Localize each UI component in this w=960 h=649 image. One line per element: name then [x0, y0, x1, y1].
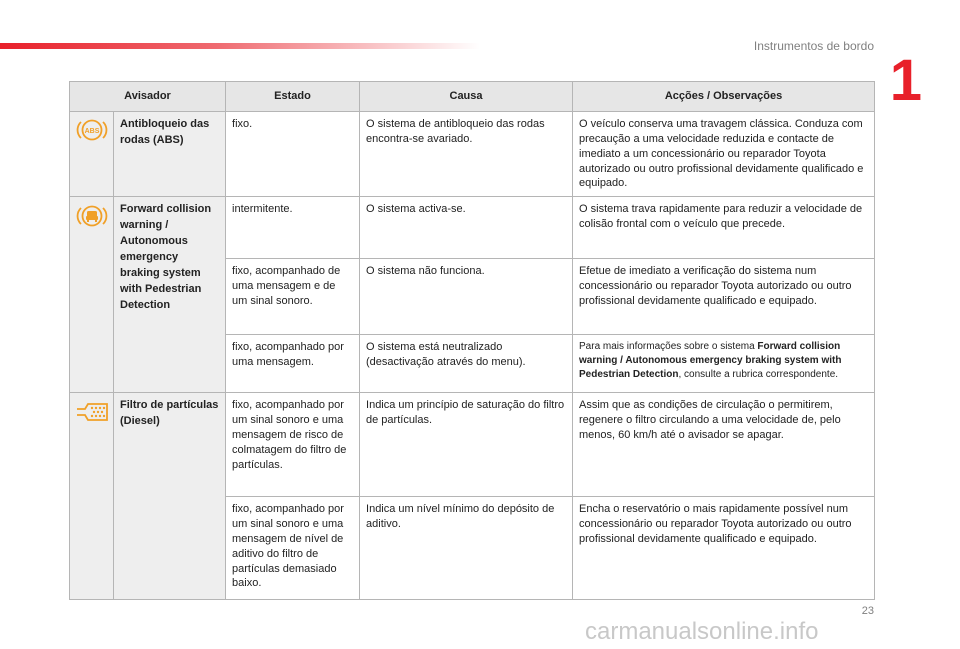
icon-cell [70, 393, 114, 600]
table-row [70, 112, 875, 197]
page-number: 23 [861, 605, 874, 617]
accoes-cell: Efetue de imediato a verificação do sistema num concessionário ou reparador Toyota autorizado ou outro profissional devidamente qualificado e equipado. [573, 259, 875, 335]
accoes-cell: O sistema trava rapidamente para reduzir a velocidade de colisão frontal com o veículo que precede. [573, 197, 875, 259]
accoes-cell: Assim que as condições de circulação o permitirem, regenere o filtro circulando a uma velocidade de, pelo menos, 60 km/h até o avisador se apagar. [573, 393, 875, 497]
causa-cell: O sistema não funciona. [360, 259, 573, 335]
header-causa: Causa [360, 82, 573, 112]
warning-lights-table [69, 81, 875, 600]
causa-cell: Indica um princípio de saturação do filtro de partículas. [360, 393, 573, 497]
causa-cell: O sistema está neutralizado (desactivação através do menu). [360, 335, 573, 393]
svg-text:ABS: ABS [84, 128, 100, 135]
causa-cell: O sistema de antibloqueio das rodas encontra-se avariado. [360, 112, 573, 197]
accoes-cell [573, 335, 875, 393]
warning-name: Forward collision warning / Autonomous emergency braking system with Pedestrian Detection [114, 197, 226, 393]
header-avisador: Avisador [70, 82, 226, 112]
accoes-cell: Encha o reservatório o mais rapidamente possível num concessionário ou reparador Toyota autorizado ou outro profissional devidamente qualificado e equipado. [573, 497, 875, 600]
watermark: carmanualsonline.info [585, 618, 819, 645]
collision-warning-icon [76, 203, 108, 229]
estado-cell: fixo, acompanhado por um sinal sonoro e uma mensagem de risco de colmatagem do filtro de partículas. [226, 393, 360, 497]
icon-cell [70, 197, 114, 393]
estado-cell: intermitente. [226, 197, 360, 259]
warning-name: Filtro de partículas (Diesel) [114, 393, 226, 600]
causa-cell: Indica um nível mínimo do depósito de aditivo. [360, 497, 573, 600]
icon-cell [70, 112, 114, 197]
estado-cell: fixo, acompanhado por um sinal sonoro e uma mensagem de nível de aditivo do filtro de partículas demasiado baixo. [226, 497, 360, 600]
abs-warning-icon [76, 118, 108, 142]
table-row [70, 393, 875, 497]
note-text-end: , consulte a rubrica correspondente. [678, 369, 839, 381]
header-estado: Estado [226, 82, 360, 112]
chapter-number: 1 [889, 48, 922, 113]
header-accent-bar [0, 43, 480, 49]
accoes-cell: O veículo conserva uma travagem clássica. Conduza com precaução a uma velocidade reduzida e contacte de imediato a um concessionário ou reparador Toyota autorizado ou outro profissional devidamente qualificado e equipado. [573, 112, 875, 197]
table-header-row [70, 82, 875, 112]
table-row [70, 197, 875, 259]
estado-cell: fixo, acompanhado por uma mensagem. [226, 335, 360, 393]
estado-cell: fixo. [226, 112, 360, 197]
causa-cell: O sistema activa-se. [360, 197, 573, 259]
section-title: Instrumentos de bordo [753, 39, 874, 53]
note-text: Para mais informações sobre o sistema [579, 341, 758, 353]
particle-filter-icon [76, 399, 110, 425]
note-system-name: Forward collision warning / Autonomous emergency braking system with Pedestrian Detection [579, 341, 842, 381]
warning-name: Antibloqueio das rodas (ABS) [114, 112, 226, 197]
estado-cell: fixo, acompanhado de uma mensagem e de um sinal sonoro. [226, 259, 360, 335]
header-accoes: Acções / Observações [573, 82, 875, 112]
